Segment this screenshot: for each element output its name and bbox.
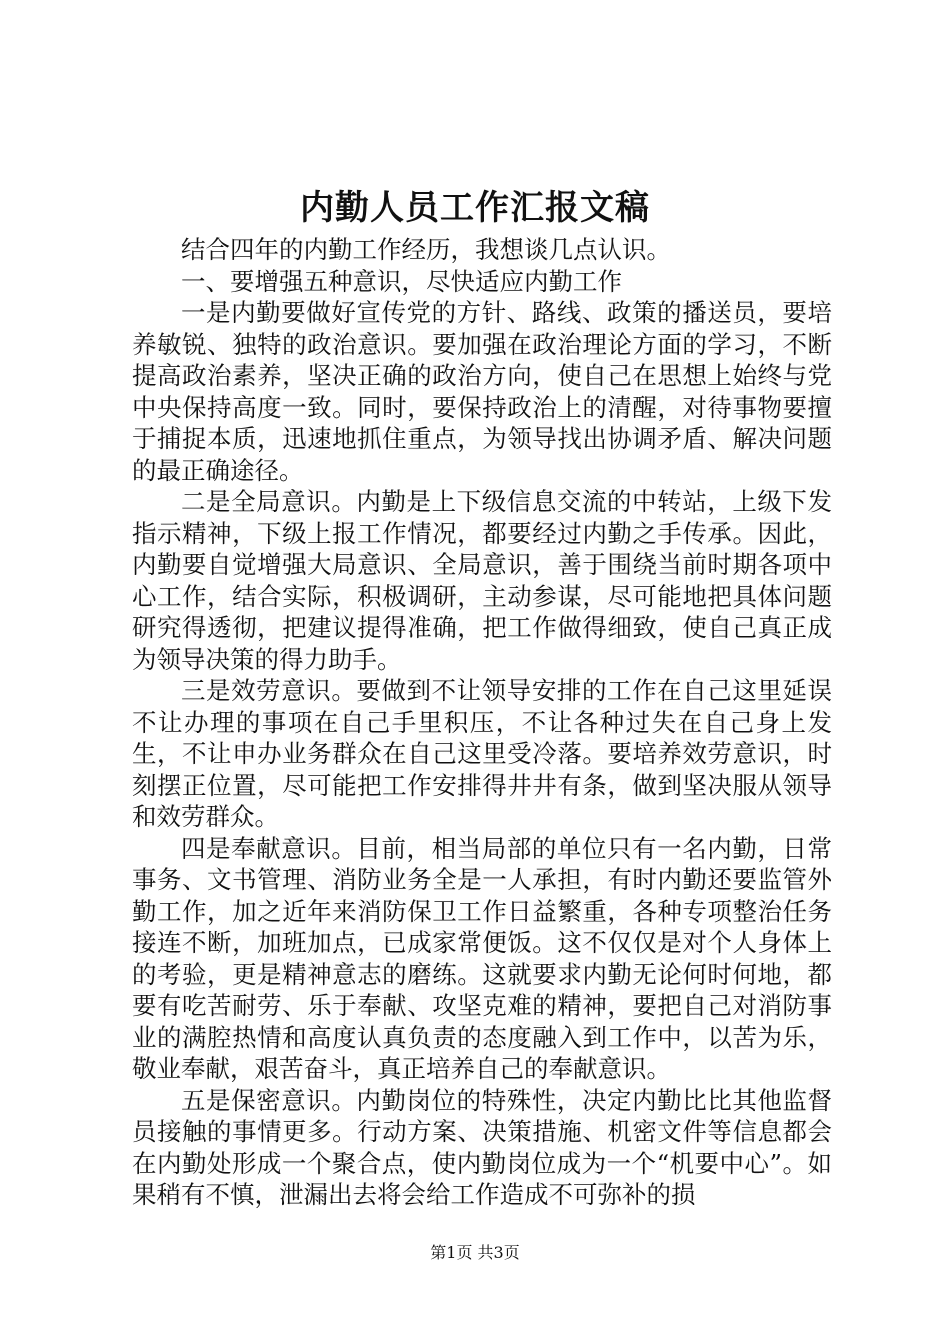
paragraph-dedication-awareness: 四是奉献意识。目前，相当局部的单位只有一名内勤，日常事务、文书管理、消防业务全是一人承担，有时内勤还要监管外勤工作，加之近年来消防保卫工作日益繁重，各种专项整治任务接连不断，加班加点，已成家常便饭。这不仅仅是对个人身体上的考验，更是精神意志的磨练。这就要求内勤无论何时何地，都要有吃苦耐劳、乐于奉献、攻坚克难的精神，要把自己对消防事业的满腔热情和高度认真负责的态度融入到工作中，以苦为乐，敬业奉献，艰苦奋斗，真正培养自己的奉献意识。 [132,833,832,1083]
paragraph-intro: 结合四年的内勤工作经历，我想谈几点认识。 [181,235,671,264]
paragraph-service-awareness: 三是效劳意识。要做到不让领导安排的工作在自己这里延误不让办理的事项在自己手里积压，不让各种过失在自己身上发生，不让申办业务群众在自己这里受冷落。要培养效劳意识，时刻摆正位置，尽可能把工作安排得井井有条，做到坚决服从领导和效劳群众。 [132,676,832,831]
document-body [132,234,832,1211]
paragraph-overall-awareness: 二是全局意识。内勤是上下级信息交流的中转站，上级下发指示精神，下级上报工作情况，都要经过内勤之手传承。因此，内勤要自觉增强大局意识、全局意识，善于围绕当前时期各项中心工作，结合实际，积极调研，主动参谋，尽可能地把具体问题研究得透彻，把建议提得准确，把工作做得细致，使自己真正成为领导决策的得力助手。 [132,487,832,674]
document-title: 内勤人员工作汇报文稿 [300,188,650,228]
paragraph-political-awareness: 一是内勤要做好宣传党的方针、路线、政策的播送员，要培养敏锐、独特的政治意识。要加强在政治理论方面的学习，不断提高政治素养，坚决正确的政治方向，使自己在思想上始终与党中央保持高度一致。同时，要保持政治上的清醒，对待事物要擅于捕捉本质，迅速地抓住重点，为领导找出协调矛盾、解决问题的最正确途径。 [132,298,832,485]
paragraph-heading-1: 一、要增强五种意识，尽快适应内勤工作 [181,266,622,296]
page-footer: 第1页 共3页 [430,1243,520,1262]
paragraph-confidentiality-awareness: 五是保密意识。内勤岗位的特殊性，决定内勤比比其他监督员接触的事情更多。行动方案、决策措施、机密文件等信息都会在内勤处形成一个聚合点，使内勤岗位成为一个“机要中心”。如果稍有不慎，泄漏出去将会给工作造成不可弥补的损 [132,1085,832,1209]
